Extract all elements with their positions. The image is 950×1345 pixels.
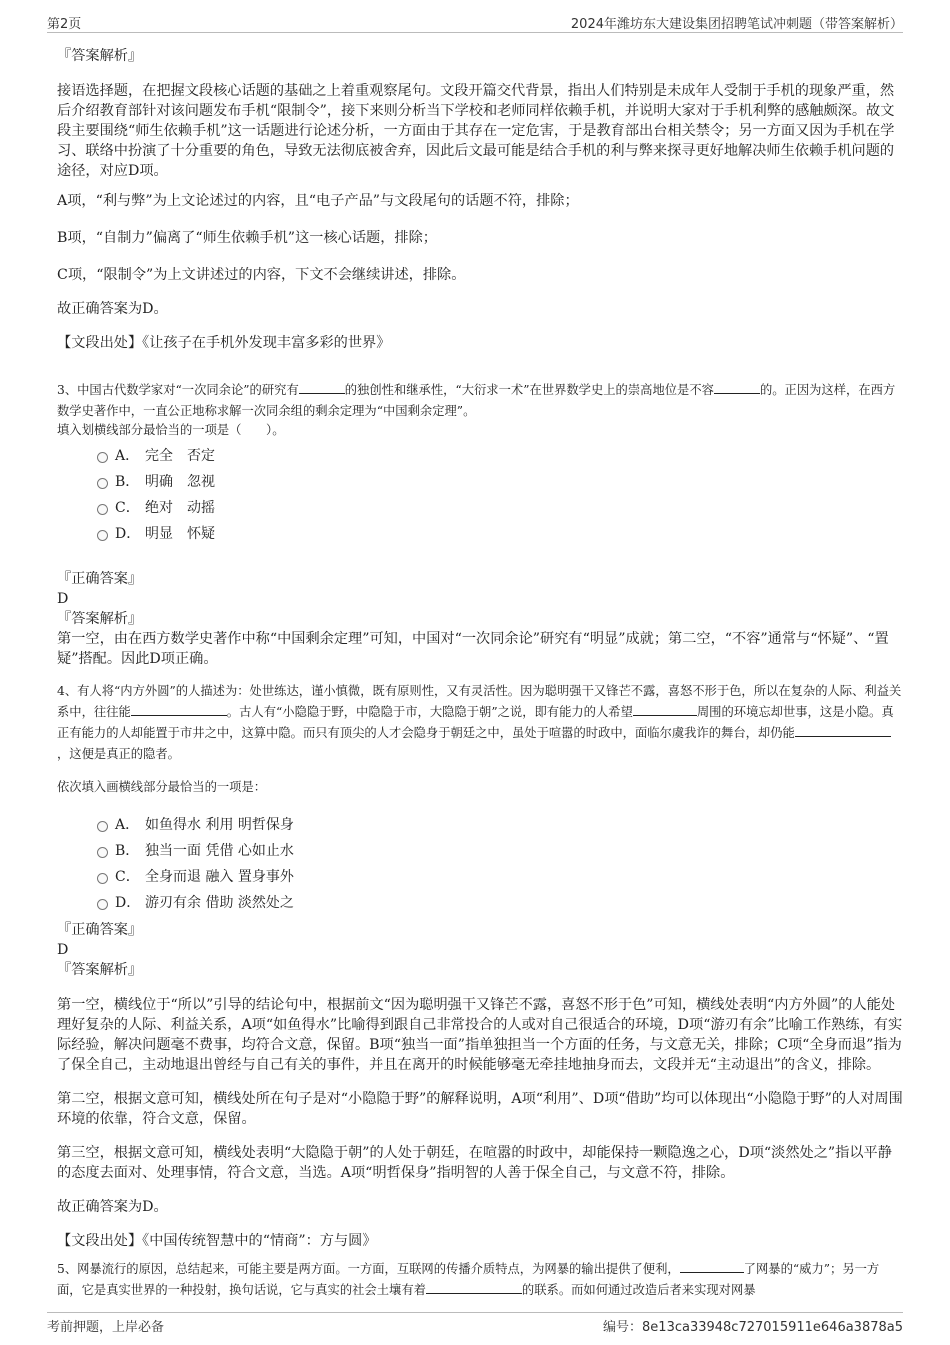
radio-button[interactable] bbox=[97, 504, 108, 515]
option-d[interactable]: D． 游刃有余 借助 淡然处之 bbox=[57, 890, 903, 916]
footer-slogan: 考前押题，上岸必备 bbox=[47, 1320, 165, 1335]
analysis-heading: 『答案解析』 bbox=[57, 962, 143, 978]
question-prompt: 依次填入画横线部分最恰当的一项是： bbox=[57, 780, 267, 794]
question-prompt: 填入划横线部分最恰当的一项是（ ）。 bbox=[57, 423, 285, 437]
question-5 bbox=[57, 1259, 903, 1301]
radio-button[interactable] bbox=[97, 530, 108, 541]
source-citation: 【文段出处】《让孩子在手机外发现丰富多彩的世界》 bbox=[57, 335, 391, 351]
radio-button[interactable] bbox=[97, 478, 108, 489]
option-c[interactable]: C． 全身而退 融入 置身事外 bbox=[57, 864, 903, 890]
answer-blank bbox=[299, 381, 345, 394]
analysis-paragraph: C项，“限制令”为上文讲述过的内容，下文不会继续讲述，排除。 bbox=[57, 267, 466, 283]
page-header bbox=[47, 10, 903, 33]
source-citation: 【文段出处】《中国传统智慧中的“情商”：方与圆》 bbox=[57, 1233, 377, 1249]
question-4 bbox=[57, 681, 903, 798]
option-a[interactable]: A． 如鱼得水 利用 明哲保身 bbox=[57, 812, 903, 838]
radio-button[interactable] bbox=[97, 873, 108, 884]
document-body bbox=[57, 46, 903, 1301]
radio-button[interactable] bbox=[97, 899, 108, 910]
answer-blank bbox=[131, 703, 227, 716]
question-stem: 5、网暴流行的原因，总结起来，可能主要是两方面。一方面，互联网的传播介质特点，为网暴的输出提供了便利， 了网暴的“威力”；另一方面，它是真实世界的一种投射，换句话说，它与真实的社会土壤有着 的联系。而如何通过改造后者来实现对网暴 bbox=[57, 1262, 880, 1297]
analysis-conclusion: 故正确答案为D。 bbox=[57, 1199, 168, 1215]
option-c[interactable]: C． 绝对 动摇 bbox=[57, 495, 903, 521]
option-a[interactable]: A． 完全 否定 bbox=[57, 443, 903, 469]
radio-button[interactable] bbox=[97, 821, 108, 832]
option-b[interactable]: B． 独当一面 凭借 心如止水 bbox=[57, 838, 903, 864]
question-4-answer bbox=[57, 920, 903, 1251]
document-title: 2024年潍坊东大建设集团招聘笔试冲刺题（带答案解析） bbox=[570, 17, 903, 32]
question-3 bbox=[57, 380, 903, 441]
page-footer bbox=[47, 1312, 903, 1336]
question-stem: 4、有人将“内方外圆”的人描述为：处世练达，谨小慎微，既有原则性，又有灵活性。因为聪明强干又锋芒不露，喜怒不形于色，所以在复杂的人际、利益关系中，往往能 。古人有“小隐隐于野，中隐隐于市，大隐隐于朝”之说，即有能力的人希望 周围的环境忘却世事，这是小隐。真正有能力的人却能置于市井之中，这算中隐。而只有顶尖的人才会隐身于朝廷之中，虽处于喧嚣的时政中，面临尔虞我诈的舞台，却仍能，这便是真正的隐者。 bbox=[57, 684, 902, 761]
analysis-conclusion: 故正确答案为D。 bbox=[57, 301, 168, 317]
analysis-paragraph: 第三空，根据文意可知，横线处表明“大隐隐于朝”的人处于朝廷，在喧嚣的时政中，却能保持一颗隐逸之心，D项“淡然处之”指以平静的态度去面对、处理事情，符合文意，当选。A项“明哲保身”指明智的人善于保全自己，与文意不符，排除。 bbox=[57, 1145, 892, 1181]
analysis-heading: 『答案解析』 bbox=[57, 48, 143, 64]
page-number: 第2页 bbox=[47, 17, 82, 32]
answer-blank bbox=[714, 381, 760, 394]
document-id: 编号：8e13ca33948c727015911e646a3878a5 bbox=[603, 1320, 903, 1335]
question-stem: 3、中国古代数学家对“一次同余论”的研究有 的独创性和继承性，“大衍求一术”在世界数学史上的崇高地位是不容 的。正因为这样，在西方数学史著作中，一直公正地称求解一次同余组的剩余定理为“中国剩余定理”。 bbox=[57, 383, 896, 418]
answer-blank bbox=[426, 1281, 522, 1294]
correct-answer-heading: 『正确答案』 bbox=[57, 922, 143, 938]
answer-analysis-section bbox=[57, 46, 903, 353]
question-3-options bbox=[57, 443, 903, 547]
analysis-paragraph: B项，“自制力”偏离了“师生依赖手机”这一核心话题，排除； bbox=[57, 230, 437, 246]
analysis-paragraph: 第二空，根据文意可知，横线处所在句子是对“小隐隐于野”的解释说明，A项“利用”、D项“借助”均可以体现出“小隐隐于野”的人对周围环境的依靠，符合文意，保留。 bbox=[57, 1091, 903, 1127]
correct-answer: D bbox=[57, 942, 69, 958]
analysis-paragraph: 第一空，横线位于“所以”引导的结论句中，根据前文“因为聪明强干又锋芒不露，喜怒不形于色”可知，横线处表明“内方外圆”的人能处理好复杂的人际、利益关系，A项“如鱼得水”比喻得到跟自己非常投合的人或对自己很适合的环境，D项“游刃有余”比喻工作熟练，有实际经验，解决问题毫不费事，均符合文意，保留。B项“独当一面”指单独担当一个方面的任务，与文意无关，排除；C项“全身而退”指为了保全自己，主动地退出曾经与自己有关的事件，并且在离开的时候能够毫无牵挂地抽身而去，文段并无“主动退出”的含义，排除。 bbox=[57, 997, 903, 1073]
answer-blank bbox=[633, 703, 697, 716]
option-d[interactable]: D． 明显 怀疑 bbox=[57, 521, 903, 547]
answer-blank bbox=[680, 1260, 744, 1273]
radio-button[interactable] bbox=[97, 452, 108, 463]
radio-button[interactable] bbox=[97, 847, 108, 858]
analysis-paragraph: 第一空，由在西方数学史著作中称“中国剩余定理”可知，中国对“一次同余论”研究有“明显”成就；第二空，“不容”通常与“怀疑”、“置疑”搭配。因此D项正确。 bbox=[57, 631, 889, 667]
correct-answer-heading: 『正确答案』 bbox=[57, 571, 143, 587]
analysis-heading: 『答案解析』 bbox=[57, 611, 143, 627]
answer-blank bbox=[795, 724, 891, 737]
correct-answer: D bbox=[57, 591, 69, 607]
question-4-options bbox=[57, 812, 903, 916]
option-b[interactable]: B． 明确 忽视 bbox=[57, 469, 903, 495]
analysis-paragraph: 接语选择题，在把握文段核心话题的基础之上着重观察尾句。文段开篇交代背景，指出人们特别是未成年人受制于手机的现象严重，然后介绍教育部针对该问题发布手机“限制令”，接下来则分析当下学校和老师同样依赖手机，并说明大家对于手机利弊的感触颇深。故文段主要围绕“师生依赖手机”这一话题进行论述分析，一方面由于其存在一定危害，于是教育部出台相关禁令；另一方面又因为手机在学习、联络中扮演了十分重要的角色，导致无法彻底被舍弃，因此后文最可能是结合手机的利与弊来探寻更好地解决师生依赖手机问题的途径，对应D项。 bbox=[57, 83, 895, 179]
question-3-answer bbox=[57, 569, 903, 669]
analysis-paragraph: A项，“利与弊”为上文论述过的内容，且“电子产品”与文段尾句的话题不符，排除； bbox=[57, 193, 579, 209]
